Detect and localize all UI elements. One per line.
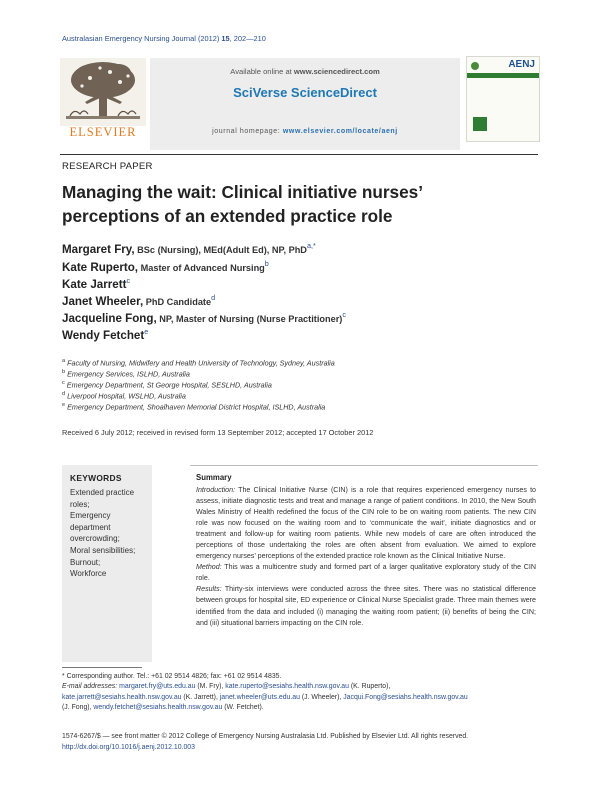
author-name: Kate Jarrett (62, 277, 127, 291)
available-online-label: Available online at (230, 67, 294, 76)
author-2 (62, 259, 269, 274)
summary-heading: Summary (196, 473, 232, 482)
keywords-heading: KEYWORDS (70, 473, 122, 483)
journal-volume: 15 (221, 34, 230, 43)
journal-cover-thumbnail (466, 56, 540, 142)
affiliation-e (62, 402, 325, 411)
article-title (62, 180, 538, 228)
cover-stripe (467, 73, 539, 78)
homepage-link[interactable]: www.elsevier.com/locate/aenj (282, 128, 398, 135)
keyword-item: Emergency department overcrowding; (70, 511, 120, 544)
results-label: Results: (196, 585, 222, 594)
author-6 (62, 327, 148, 342)
email-owner: (J. Wheeler), (299, 693, 344, 701)
author-degrees: Master of Advanced Nursing (138, 262, 265, 273)
affiliation-text: Emergency Department, Shoalhaven Memorial District Hospital, ISLHD, Australia (65, 402, 326, 412)
author-affiliation-link[interactable]: e (144, 327, 149, 336)
affiliation-marker: e (62, 402, 66, 408)
author-name: Jacqueline Fong, (62, 311, 157, 325)
header-rule (60, 154, 538, 155)
affiliation-a (62, 358, 335, 367)
results-text: Thirty-six interviews were conducted across the three sites. There was no statistical difference between groups for hospital site, ED experience or Clinical Nurse Specialist grade. Three main themes were identified from the data and included (i) managing the waiting room patient; (ii) benefits of being the CIN; and (iii) situational barriers impacting on the CIN role. (196, 585, 536, 627)
elsevier-wordmark: ELSEVIER (69, 125, 137, 139)
keyword-item: Burnout; (70, 557, 101, 567)
email-parts-1 (117, 683, 390, 690)
journal-homepage (150, 128, 460, 135)
affiliation-marker: c (62, 380, 65, 386)
author-3 (62, 276, 130, 291)
affiliation-text: Emergency Services, ISLHD, Australia (65, 369, 190, 379)
summary-body (196, 485, 536, 629)
homepage-label: journal homepage: (212, 128, 283, 135)
keyword-item: Extended practice roles; (70, 488, 135, 509)
cover-emblem-icon (471, 62, 479, 70)
keyword-item: Workforce (70, 569, 107, 579)
author-degrees: NP, Master of Nursing (Nurse Practitioner) (156, 313, 343, 324)
affiliation-d (62, 391, 186, 400)
introduction-text: The Clinical Initiative Nurse (CIN) is a role that requires experienced emergency nurses to assess, initiate diagnostic tests and treat and manage a range of patient conditions. In 2010, the New South Wales Ministry of Health redefined the focus of the CIN role to be on waiting room patients. The new CIN role was now focused on the waiting room and to ‘communicate the wait’, initiate diagnostics and or treatment and follow-up for waiting room patients. While new models of care are often introduced the perceptions of those undertaking the roles are often absent from evaluation. We aimed to explore emergency nurses’ perceptions of the extended practice role known as the Clinical Initiative Nurse. (196, 486, 536, 561)
author-name: Margaret Fry, (62, 242, 135, 256)
available-online (150, 67, 460, 76)
author-affiliation-link[interactable]: c (126, 276, 131, 285)
copyright-notice: 1574-6267/$ — see front matter © 2012 College of Emergency Nursing Australasia Ltd. Published by Elsevier Ltd. All rights reserved. (62, 733, 469, 740)
footnote-rule (62, 667, 142, 668)
keyword-item: Moral sensibilities; (70, 545, 136, 555)
author-name: Wendy Fetchet (62, 328, 145, 342)
email-owner: (M. Fry), (195, 683, 226, 691)
received-dates: Received 6 July 2012; received in revised form 13 September 2012; accepted 17 October 2012 (62, 428, 374, 437)
cover-box (473, 117, 487, 131)
author-degrees: BSc (Nursing), MEd(Adult Ed), NP, PhD (134, 244, 307, 255)
affiliation-text: Emergency Department, St George Hospital, SESLHD, Australia (64, 380, 272, 390)
affiliation-c (62, 380, 272, 389)
author-affiliation-link[interactable]: c (342, 310, 346, 319)
introduction-label: Introduction: (196, 486, 236, 494)
summary-introduction (196, 485, 536, 562)
author-4 (62, 293, 215, 308)
sciverse-sciencedirect-logo: SciVerse ScienceDirect (233, 85, 377, 100)
author-affiliation-link[interactable]: b (264, 259, 269, 268)
journal-name: Australasian Emergency Nursing Journal (2012) (62, 34, 220, 43)
method-label: Method: (196, 563, 222, 572)
email-link[interactable]: kate.ruperto@sesiahs.health.nsw.gov.au (225, 683, 349, 691)
email-link[interactable]: Jacqui.Fong@sesiahs.health.nsw.gov.au (343, 693, 468, 701)
email-label: E-mail addresses: (62, 683, 118, 691)
summary-results (196, 584, 536, 628)
keywords-list (70, 487, 150, 580)
email-owner: (K. Jarrett), (181, 693, 220, 701)
article-title-line-2: perceptions of an extended practice role (62, 206, 393, 226)
method-text: This was a multicentre study and formed part of a larger qualitative exploratory study of the CIN role. (196, 563, 536, 583)
email-link[interactable]: kate.jarrett@sesiahs.health.nsw.gov.au (62, 693, 182, 701)
affiliation-text: Liverpool Hospital, WSLHD, Australia (65, 391, 186, 401)
email-line-3 (62, 703, 540, 713)
affiliation-marker: b (62, 369, 66, 375)
author-degrees: PhD Candidate (143, 296, 212, 307)
email-link[interactable]: wendy.fetchet@sesiahs.health.nsw.gov.au (93, 703, 223, 711)
affiliation-marker: a (62, 358, 66, 364)
author-name: Janet Wheeler, (62, 294, 144, 308)
author-1 (62, 241, 316, 256)
email-link[interactable]: margaret.fry@uts.edu.au (119, 683, 196, 691)
cover-title: AENJ (508, 59, 535, 70)
summary-method (196, 562, 536, 584)
footnotes (62, 672, 540, 713)
email-owner: (K. Ruperto), (348, 683, 391, 691)
email-line-1 (62, 682, 540, 692)
author-affiliation-link[interactable]: a,* (306, 241, 316, 250)
sciencedirect-link[interactable]: www.sciencedirect.com (293, 67, 380, 76)
author-5 (62, 310, 346, 325)
journal-reference[interactable] (62, 34, 266, 43)
author-affiliation-link[interactable]: d (211, 293, 216, 302)
affiliation-marker: d (62, 391, 66, 397)
affiliation-text: Faculty of Nursing, Midwifery and Health University of Technology, Sydney, Australia (65, 358, 335, 368)
doi-link[interactable]: http://dx.doi.org/10.1016/j.aenj.2012.10.003 (62, 743, 195, 751)
journal-pages: , 202—210 (229, 34, 266, 43)
email-owner: (W. Fetchet). (222, 703, 264, 711)
corresponding-author-note: * Corresponding author. Tel.: +61 02 9514 4826; fax: +61 02 9514 4835. (62, 673, 282, 680)
copyright-block (62, 732, 540, 753)
affiliation-b (62, 369, 190, 378)
article-type: RESEARCH PAPER (62, 161, 153, 172)
author-name: Kate Ruperto, (62, 260, 139, 274)
email-owner: (J. Fong), (62, 703, 94, 711)
email-link[interactable]: janet.wheeler@uts.edu.au (219, 693, 300, 701)
email-line-2 (62, 693, 540, 703)
article-title-line-1: Managing the wait: Clinical initiative nurses’ (62, 182, 424, 202)
